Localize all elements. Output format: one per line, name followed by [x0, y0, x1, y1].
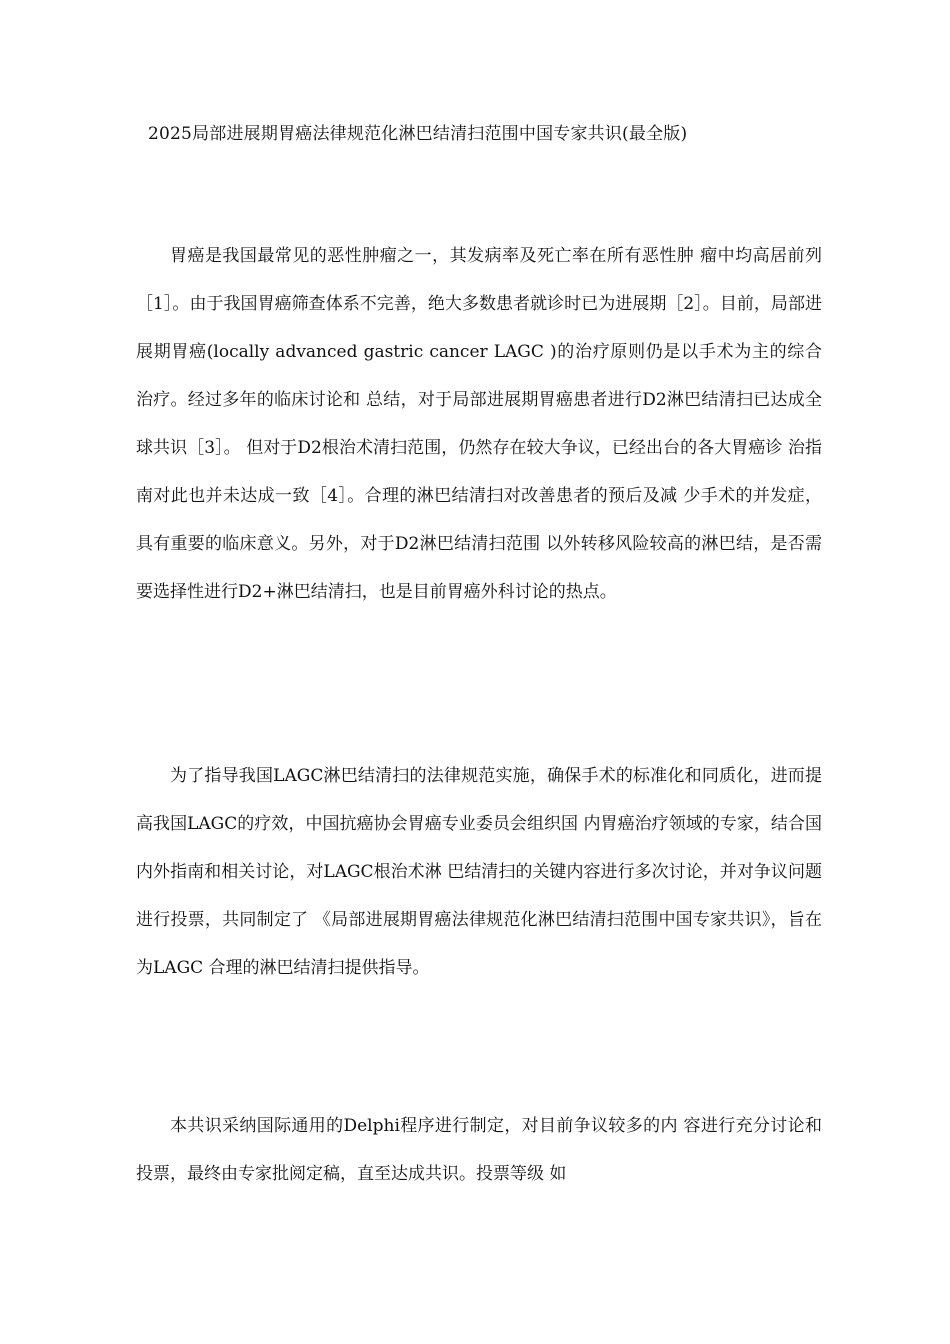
paragraph-purpose: 为了指导我国LAGC淋巴结清扫的法律规范实施，确保手术的标准化和同质化，进而提高我国LAGC的疗效，中国抗癌协会胃癌专业委员会组织国 内胃癌治疗领域的专家，结合国内外指南和相关讨论，对LAGC根治术淋 巴结清扫的关键内容进行多次讨论，并对争议问题进行投票，共同制定了 《局部进展期胃癌法律规范化淋巴结清扫范围中国专家共识》，旨在为LAGC 合理的淋巴结清扫提供指导。 [136, 766, 822, 978]
paragraph-introduction: 胃癌是我国最常见的恶性肿瘤之一，其发病率及死亡率在所有恶性肿 瘤中均高居前列［1］。由于我国胃癌筛查体系不完善，绝大多数患者就诊时已为进展期［2］。目前，局部进展期胃癌(locally advanced gastric cancer LAGC )的治疗原则仍是以手术为主的综合治疗。经过多年的临床讨论和 总结，对于局部进展期胃癌患者进行D2淋巴结清扫已达成全球共识［3］。 但对于D2根治术清扫范围，仍然存在较大争议，已经出台的各大胃癌诊 治指南对此也并未达成一致［4］。合理的淋巴结清扫对改善患者的预后及减 少手术的并发症，具有重要的临床意义。另外，对于D2淋巴结清扫范围 以外转移风险较高的淋巴结，是否需要选择性进行D2+淋巴结清扫，也是目前胃癌外科讨论的热点。 [136, 246, 822, 602]
document-title: 2025局部进展期胃癌法律规范化淋巴结清扫范围中国专家共识(最全版) [148, 124, 688, 144]
paragraph-method: 本共识采纳国际通用的Delphi程序进行制定，对目前争议较多的内 容进行充分讨论和投票，最终由专家批阅定稿，直至达成共识。投票等级 如 [136, 1116, 822, 1184]
